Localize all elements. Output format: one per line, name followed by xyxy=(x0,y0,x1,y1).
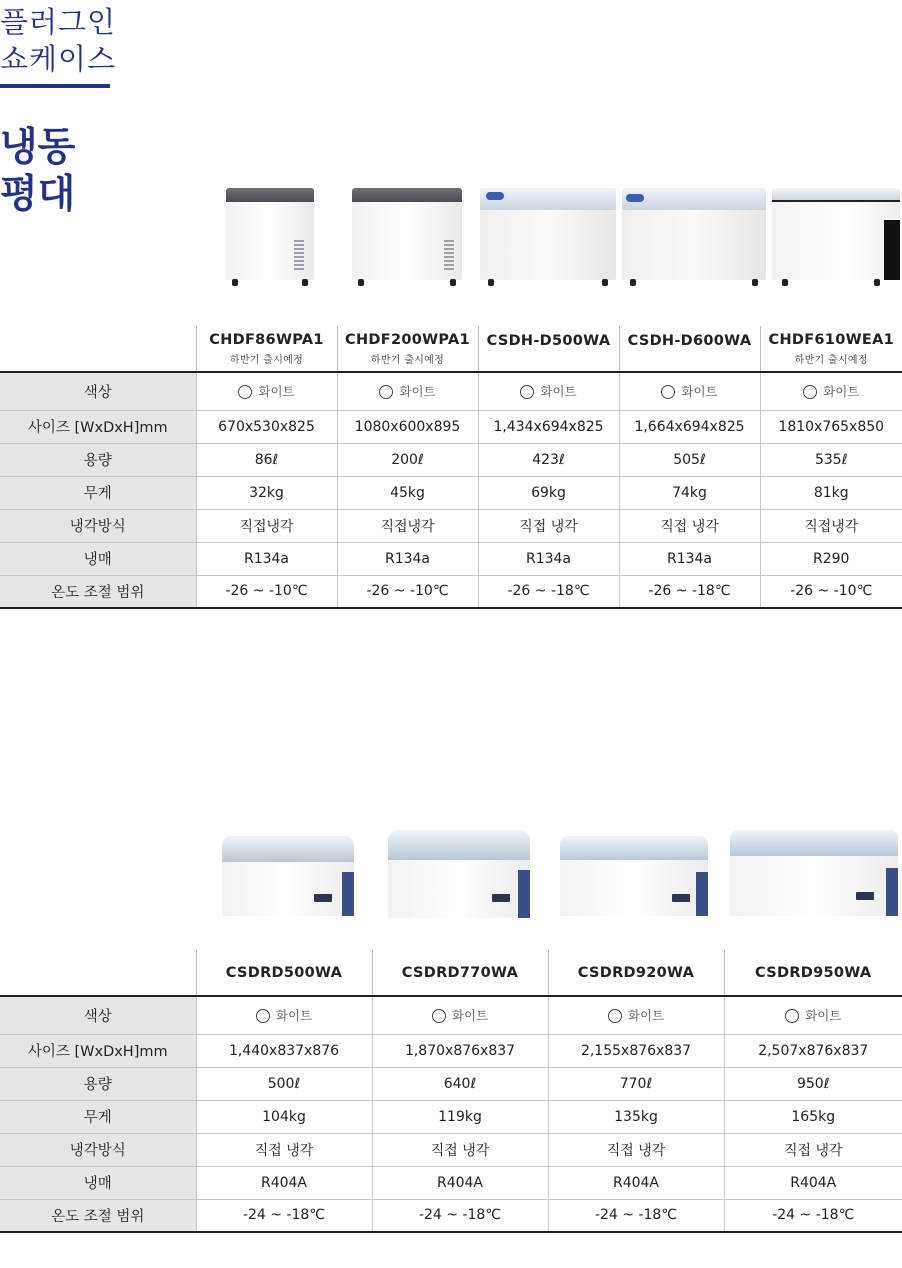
cooling-cell: 직접 냉각 xyxy=(724,1133,902,1166)
color-swatch-icon xyxy=(803,385,817,399)
color-value: 화이트 xyxy=(258,384,295,400)
product-image-csdrd920wa xyxy=(560,836,708,916)
model-name: CSDRD500WA xyxy=(225,964,343,981)
release-note: 하반기 출시예정 xyxy=(229,354,304,366)
color-swatch-icon xyxy=(379,385,393,399)
color-cell xyxy=(724,996,902,1034)
model-name: CSDRD770WA xyxy=(401,964,519,981)
row-label: 용량 xyxy=(0,1067,196,1100)
capacity-cell: 950ℓ xyxy=(724,1067,902,1100)
row-label: 온도 조절 범위 xyxy=(0,1199,196,1232)
capacity-cell: 86ℓ xyxy=(196,443,337,476)
product-image-chdf86wpa1 xyxy=(226,188,314,280)
category-title-line-1: 플러그인 xyxy=(0,5,117,39)
size-cell: 1080x600x895 xyxy=(337,410,478,443)
table-row xyxy=(0,1199,902,1232)
release-note: 하반기 출시예정 xyxy=(370,354,445,366)
weight-cell: 104kg xyxy=(196,1100,372,1133)
color-swatch-icon xyxy=(238,385,252,399)
color-cell xyxy=(196,372,337,410)
model-name: CSDRD950WA xyxy=(755,964,872,981)
row-label: 냉각방식 xyxy=(0,1133,196,1166)
table-row xyxy=(0,1034,902,1067)
capacity-cell: 770ℓ xyxy=(548,1067,724,1100)
table-row xyxy=(0,575,902,608)
row-label: 온도 조절 범위 xyxy=(0,575,196,608)
color-value: 화이트 xyxy=(805,1008,842,1024)
row-label: 색상 xyxy=(0,996,196,1034)
color-swatch-icon xyxy=(432,1009,446,1023)
cooling-cell: 직접 냉각 xyxy=(478,509,619,542)
table-row xyxy=(0,443,902,476)
row-label: 무게 xyxy=(0,476,196,509)
temp-range-cell: -26 ~ -10℃ xyxy=(196,575,337,608)
color-value: 화이트 xyxy=(451,1008,489,1024)
refrigerant-cell: R404A xyxy=(548,1166,724,1199)
product-image-csdh-d600wa xyxy=(622,188,766,280)
color-value: 화이트 xyxy=(275,1008,313,1024)
capacity-cell: 500ℓ xyxy=(196,1067,372,1100)
cooling-cell: 직접 냉각 xyxy=(372,1133,548,1166)
section-title-line-2: 평대 xyxy=(0,172,76,217)
weight-cell: 74kg xyxy=(619,476,760,509)
model-header xyxy=(478,326,619,372)
product-image-chdf200wpa1 xyxy=(352,188,462,280)
model-header xyxy=(724,950,902,996)
model-name: CSDRD920WA xyxy=(577,964,695,981)
model-header xyxy=(619,326,760,372)
cooling-cell: 직접 냉각 xyxy=(196,1133,372,1166)
table-row xyxy=(0,996,902,1034)
table-row xyxy=(0,1067,902,1100)
header-blank-cell xyxy=(0,950,196,996)
model-name: CHDF200WPA1 xyxy=(345,331,470,348)
cooling-cell: 직접냉각 xyxy=(196,509,337,542)
model-header xyxy=(760,326,902,372)
row-label: 무게 xyxy=(0,1100,196,1133)
temp-range-cell: -24 ~ -18℃ xyxy=(372,1199,548,1232)
size-cell: 1810x765x850 xyxy=(760,410,902,443)
weight-cell: 69kg xyxy=(478,476,619,509)
table-row xyxy=(0,410,902,443)
cooling-cell: 직접냉각 xyxy=(337,509,478,542)
model-header xyxy=(196,950,372,996)
color-cell xyxy=(760,372,902,410)
refrigerant-cell: R404A xyxy=(724,1166,902,1199)
model-name: CHDF610WEA1 xyxy=(768,331,894,348)
color-swatch-icon xyxy=(520,385,534,399)
refrigerant-cell: R134a xyxy=(337,542,478,575)
temp-range-cell: -26 ~ -18℃ xyxy=(478,575,619,608)
table-row xyxy=(0,1166,902,1199)
product-image-chdf610wea1 xyxy=(772,188,900,280)
model-header xyxy=(196,326,337,372)
refrigerant-cell: R134a xyxy=(196,542,337,575)
cooling-cell: 직접 냉각 xyxy=(619,509,760,542)
table-row xyxy=(0,372,902,410)
product-image-csdrd950wa xyxy=(730,830,898,916)
weight-cell: 32kg xyxy=(196,476,337,509)
capacity-cell: 505ℓ xyxy=(619,443,760,476)
model-name: CHDF86WPA1 xyxy=(209,331,324,348)
row-label: 색상 xyxy=(0,372,196,410)
row-label: 사이즈 [WxDxH]mm xyxy=(0,1034,196,1067)
color-cell xyxy=(372,996,548,1034)
model-name: CSDH-D600WA xyxy=(627,333,752,349)
capacity-cell: 200ℓ xyxy=(337,443,478,476)
model-header-row xyxy=(0,950,902,996)
header-blank-cell xyxy=(0,326,196,372)
color-swatch-icon xyxy=(785,1009,799,1023)
color-cell xyxy=(337,372,478,410)
model-name: CSDH-D500WA xyxy=(486,333,611,349)
product-image-csdrd770wa xyxy=(388,830,530,918)
color-cell xyxy=(619,372,760,410)
model-header xyxy=(337,326,478,372)
weight-cell: 165kg xyxy=(724,1100,902,1133)
product-image-csdrd500wa xyxy=(222,836,354,916)
table-row xyxy=(0,1133,902,1166)
category-title xyxy=(0,4,116,78)
color-value: 화이트 xyxy=(540,384,577,400)
size-cell: 1,434x694x825 xyxy=(478,410,619,443)
color-swatch-icon xyxy=(661,385,675,399)
weight-cell: 135kg xyxy=(548,1100,724,1133)
row-label: 용량 xyxy=(0,443,196,476)
temp-range-cell: -24 ~ -18℃ xyxy=(548,1199,724,1232)
model-header-row xyxy=(0,326,902,372)
refrigerant-cell: R134a xyxy=(478,542,619,575)
capacity-cell: 535ℓ xyxy=(760,443,902,476)
row-label: 냉각방식 xyxy=(0,509,196,542)
refrigerant-cell: R404A xyxy=(196,1166,372,1199)
category-title-underline xyxy=(0,84,110,88)
size-cell: 1,870x876x837 xyxy=(372,1034,548,1067)
size-cell: 2,155x876x837 xyxy=(548,1034,724,1067)
size-cell: 1,440x837x876 xyxy=(196,1034,372,1067)
weight-cell: 45kg xyxy=(337,476,478,509)
table-row xyxy=(0,476,902,509)
model-header xyxy=(548,950,724,996)
size-cell: 670x530x825 xyxy=(196,410,337,443)
section-title-line-1: 냉동 xyxy=(0,125,76,170)
color-cell xyxy=(196,996,372,1034)
temp-range-cell: -24 ~ -18℃ xyxy=(196,1199,372,1232)
color-swatch-icon xyxy=(608,1009,622,1023)
model-header xyxy=(372,950,548,996)
temp-range-cell: -26 ~ -18℃ xyxy=(619,575,760,608)
row-label: 냉매 xyxy=(0,542,196,575)
temp-range-cell: -26 ~ -10℃ xyxy=(760,575,902,608)
spec-table-2 xyxy=(0,950,902,1233)
weight-cell: 119kg xyxy=(372,1100,548,1133)
table-row xyxy=(0,542,902,575)
product-image-csdh-d500wa xyxy=(480,188,616,280)
size-cell: 2,507x876x837 xyxy=(724,1034,902,1067)
row-label: 사이즈 [WxDxH]mm xyxy=(0,410,196,443)
capacity-cell: 423ℓ xyxy=(478,443,619,476)
refrigerant-cell: R404A xyxy=(372,1166,548,1199)
capacity-cell: 640ℓ xyxy=(372,1067,548,1100)
color-cell xyxy=(478,372,619,410)
table-row xyxy=(0,509,902,542)
color-value: 화이트 xyxy=(681,384,718,400)
color-value: 화이트 xyxy=(627,1008,665,1024)
release-note: 하반기 출시예정 xyxy=(794,354,868,366)
color-value: 화이트 xyxy=(823,384,860,400)
weight-cell: 81kg xyxy=(760,476,902,509)
temp-range-cell: -26 ~ -10℃ xyxy=(337,575,478,608)
section-title xyxy=(0,124,75,218)
temp-range-cell: -24 ~ -18℃ xyxy=(724,1199,902,1232)
cooling-cell: 직접 냉각 xyxy=(548,1133,724,1166)
cooling-cell: 직접냉각 xyxy=(760,509,902,542)
table-row xyxy=(0,1100,902,1133)
row-label: 냉매 xyxy=(0,1166,196,1199)
color-cell xyxy=(548,996,724,1034)
color-swatch-icon xyxy=(256,1009,270,1023)
refrigerant-cell: R134a xyxy=(619,542,760,575)
color-value: 화이트 xyxy=(399,384,436,400)
spec-table-1 xyxy=(0,326,902,609)
refrigerant-cell: R290 xyxy=(760,542,902,575)
category-title-line-2: 쇼케이스 xyxy=(0,42,117,76)
size-cell: 1,664x694x825 xyxy=(619,410,760,443)
